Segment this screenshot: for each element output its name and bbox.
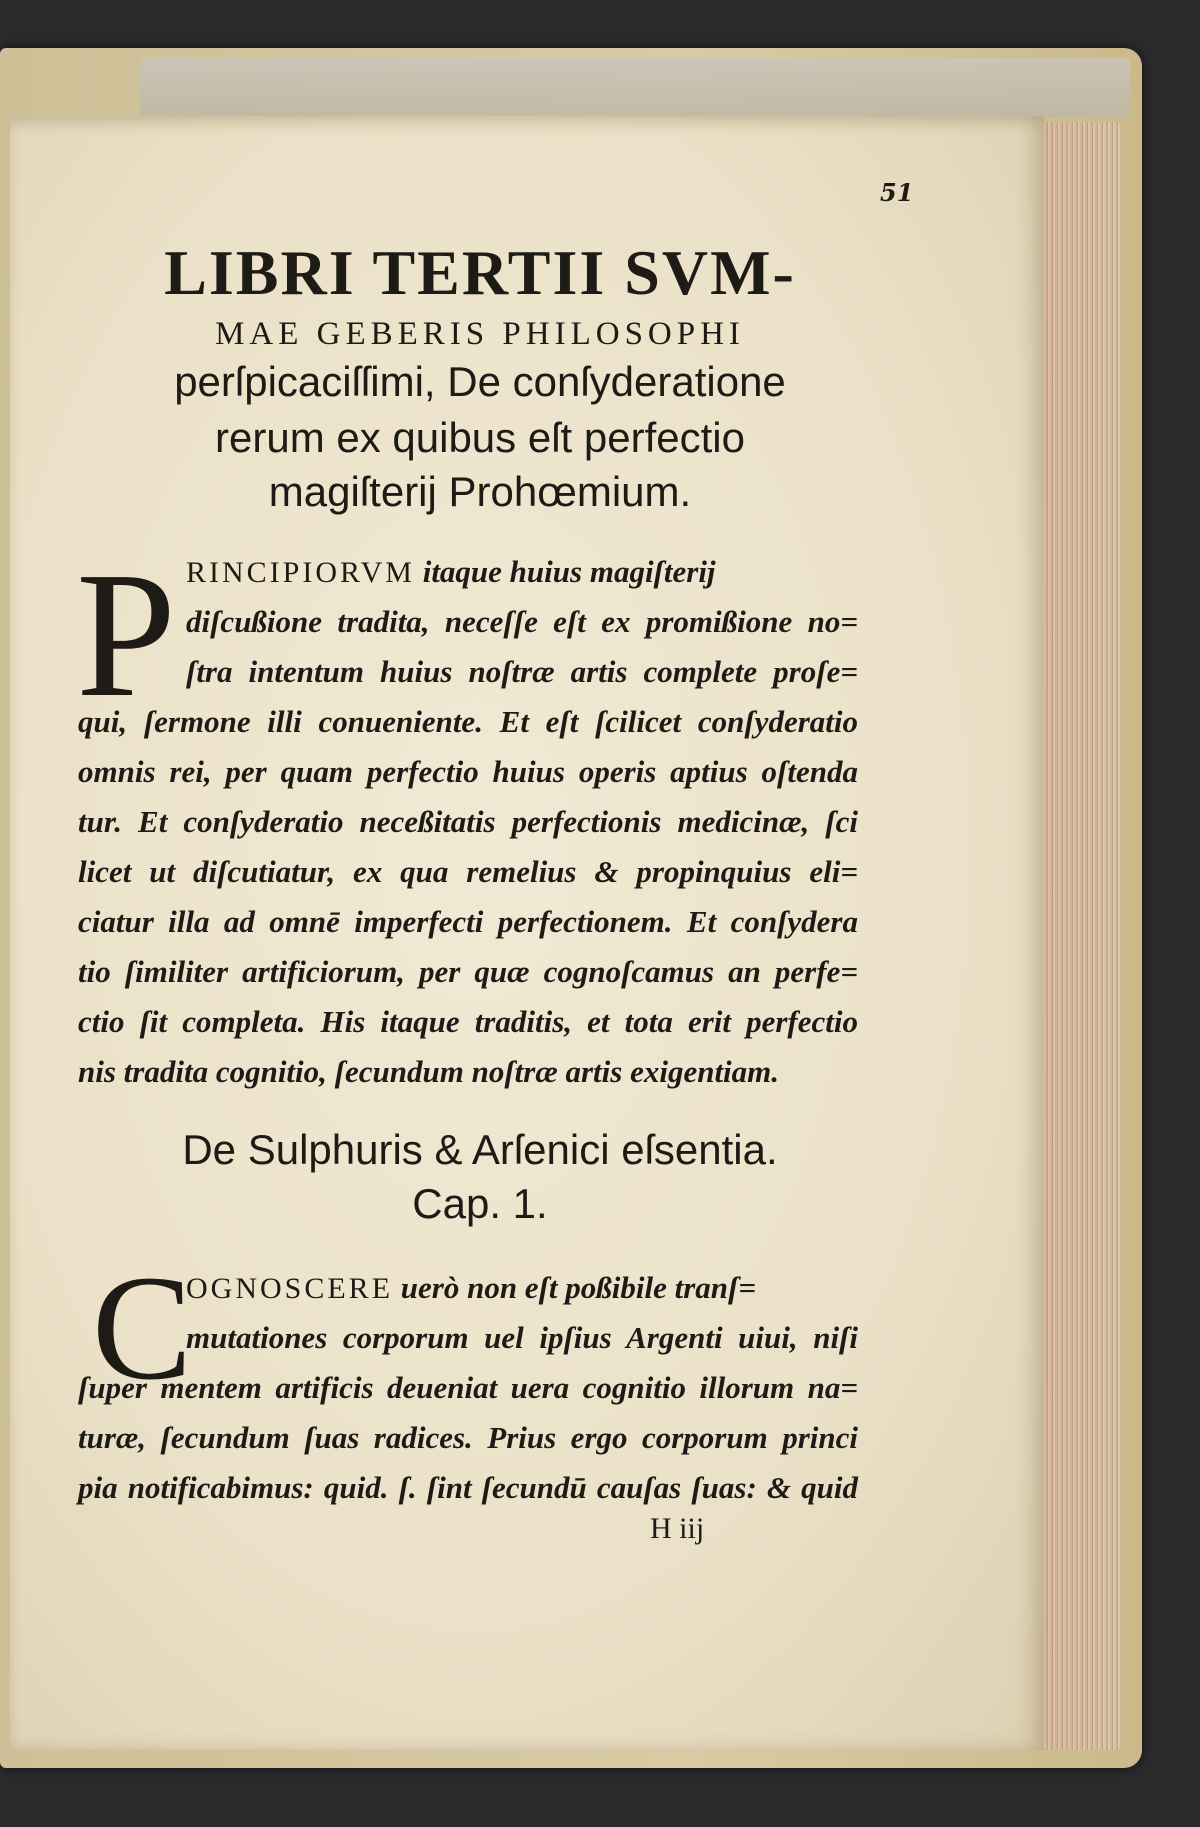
heading-line-2: MAE GEBERIS PHILOSOPHI (215, 316, 745, 352)
chapter-line-3: ſuper mentem artificis deueniat uera cognitio illorum na= (78, 1370, 858, 1405)
prooemium-line-1-text: itaque huius magiſterij (414, 554, 716, 589)
prooemium-line-9: tio ſimiliter artificiorum, per quæ cognoſcamus an perfe= (78, 954, 858, 989)
prooemium-line-1 (186, 554, 858, 590)
chapter-line-1 (186, 1270, 858, 1306)
chapter-line-2: mutationes corporum uel ipſius Argenti uiui, niſi (186, 1320, 858, 1355)
drop-cap-c: C (92, 1245, 193, 1411)
prooemium-line-5: omnis rei, per quam perfectio huius operis aptius oſtenda (78, 754, 858, 789)
page-number: 51 (880, 178, 914, 207)
heading-line-1: LIBRI TERTII SVM- (164, 237, 796, 308)
prooemium-line-4: qui, ſermone illi conueniente. Et eſt ſcilicet conſyderatio (78, 704, 858, 739)
heading-line-3: perſpicaciſſimi, De conſyderatione (174, 358, 786, 405)
heading-line-5: magiſterij Prohœmium. (268, 468, 692, 515)
prooemium-line-8: ciatur illa ad omnē imperfecti perfectionem. Et conſydera (78, 904, 858, 939)
heading-line-4: rerum ex quibus eſt perfectio (215, 414, 745, 461)
chapter-line-5: pia notificabimus: quid. ſ. ſint ſecundū cauſas ſuas: & quid (78, 1470, 858, 1505)
cover-flap (140, 58, 1130, 118)
chapter-number: Cap. 1. (412, 1180, 548, 1227)
drop-cap-p: P (76, 535, 177, 734)
prooemium-line-2: diſcußione tradita, neceſſe eſt ex promißione no= (186, 604, 858, 639)
prooemium-line-7: licet ut diſcutiatur, ex qua remelius & propinquius eli= (78, 854, 858, 889)
prooemium-line-6: tur. Et conſyderatio neceßitatis perfectionis medicinæ, ſci (78, 804, 858, 839)
chapter-line-4: turæ, ſecundum ſuas radices. Prius ergo corporum princi (78, 1420, 858, 1455)
chapter-lead-word: OGNOSCERE (186, 1272, 394, 1305)
prooemium-line-10: ctio ſit completa. His itaque traditis, et tota erit perfectio (78, 1004, 858, 1039)
prooemium-line-11: nis tradita cognitio, ſecundum noſtræ artis exigentiam. (78, 1054, 780, 1089)
chapter-title: De Sulphuris & Arſenici eſsentia. (182, 1126, 778, 1173)
lead-word: RINCIPIORVM (186, 556, 415, 589)
chapter-line-1-text: uerò non eſt poßibile tranſ= (393, 1270, 757, 1305)
page-edges (1040, 122, 1122, 1750)
prooemium-line-3: ſtra intentum huius noſtræ artis complete proſe= (186, 654, 858, 689)
signature-mark: H iij (650, 1512, 705, 1545)
